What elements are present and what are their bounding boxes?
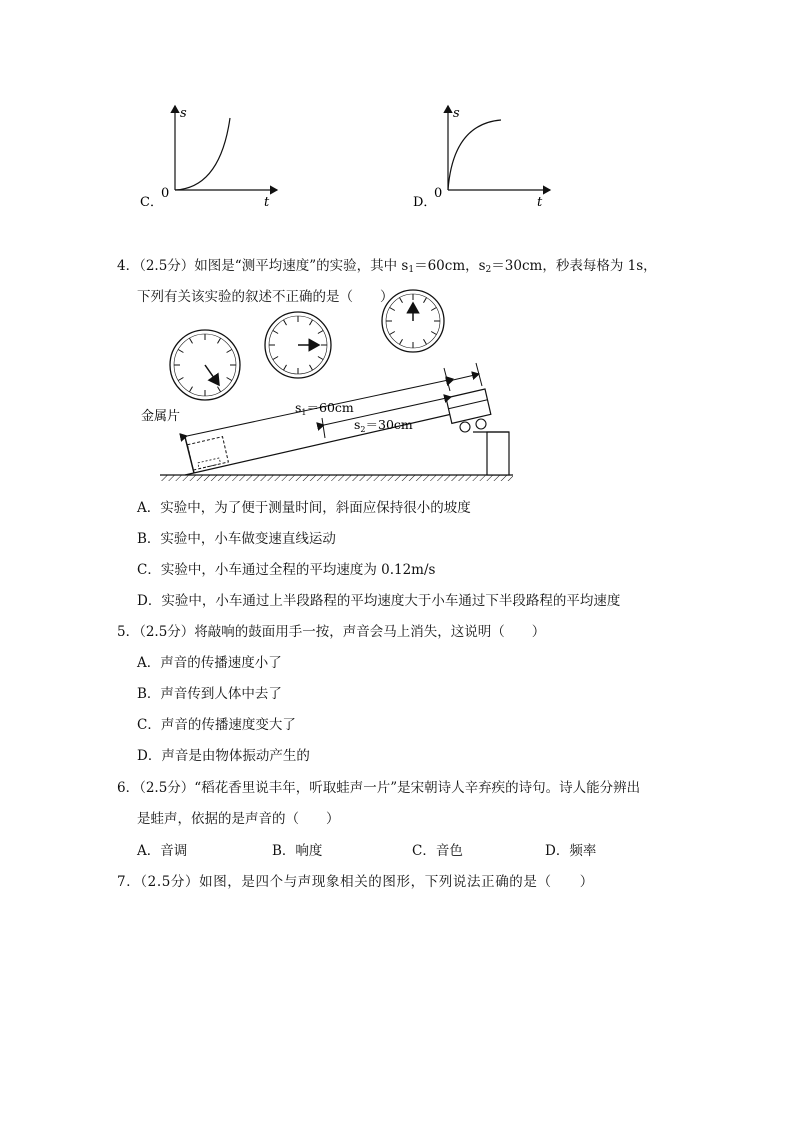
stopwatch-right <box>382 290 444 352</box>
q6-option-a: A．音调 <box>137 843 188 859</box>
graph-c-x-label: t <box>264 195 270 210</box>
q4-option-b: B．实验中，小车做变速直线运动 <box>137 531 336 547</box>
incline-support <box>487 432 509 475</box>
graph-d-label: D． <box>413 195 437 210</box>
graph-c-y-label: s <box>180 106 187 121</box>
car-wheel-right <box>476 419 486 429</box>
q7-stem: 7．（2.5分）如图，是四个与声现象相关的图形，下列说法正确的是（ ） <box>117 874 594 890</box>
incline-surface <box>185 406 487 475</box>
graph-c-label: C． <box>140 195 163 210</box>
q4-option-c: C．实验中，小车通过全程的平均速度为 0.12m/s <box>137 562 436 578</box>
q4-stem-line1: 4．（2.5分）如图是“测平均速度”的实验，其中 $s_1=60cm$，$s_2=30cm$，秒表每格为 1s， <box>117 258 657 275</box>
car-length-marker <box>453 374 479 380</box>
graph-d-x-label: t <box>537 195 543 210</box>
q6-stem-line1: 6．（2.5分）“稻花香里说丰年，听取蛙声一片”是宋朝诗人辛弃疾的诗句。诗人能分辨出 <box>117 780 641 796</box>
graph-d <box>403 100 563 215</box>
graph-d-origin: 0 <box>434 186 443 201</box>
metal-plate-label: 金属片 <box>141 409 181 424</box>
graph-c <box>130 100 290 215</box>
car-top <box>446 389 491 423</box>
graph-c-curve <box>175 118 230 190</box>
q5-option-b: B．声音传到人体中去了 <box>137 686 282 702</box>
q5-option-d: D．声音是由物体振动产生的 <box>137 748 310 764</box>
s2-label: $s_2=30cm$ <box>354 417 413 434</box>
car-wheel-left <box>460 422 470 432</box>
q4-option-a: A．实验中，为了便于测量时间，斜面应保持很小的坡度 <box>137 500 471 516</box>
s1-label: $s_1=60cm$ <box>295 400 354 417</box>
car-dashed-bottom <box>187 437 228 470</box>
q5-option-a: A．声音的传播速度小了 <box>137 655 282 671</box>
graph-c-origin: 0 <box>161 186 170 201</box>
q6-option-d: D．频率 <box>545 843 597 859</box>
stopwatch-left <box>170 330 240 400</box>
q5-stem: 5．（2.5分）将敲响的鼓面用手一按，声音会马上消失，这说明（ ） <box>117 624 546 640</box>
q6-option-c: C．音色 <box>412 843 463 859</box>
graph-d-curve <box>448 120 501 190</box>
stopwatch-middle <box>265 312 331 378</box>
q4-option-d: D．实验中，小车通过上半段路程的平均速度大于小车通过下半段路程的平均速度 <box>137 593 621 609</box>
q5-option-c: C．声音的传播速度变大了 <box>137 717 296 733</box>
incline-figure <box>135 288 525 483</box>
ground-hatch <box>160 475 513 481</box>
q6-option-b: B．响度 <box>272 843 323 859</box>
q4-stem-line2: 下列有关该实验的叙述不正确的是（ ） <box>137 289 394 305</box>
q6-stem-line2: 是蛙声，依据的是声音的（ ） <box>137 811 340 827</box>
graph-d-y-label: s <box>453 106 460 121</box>
